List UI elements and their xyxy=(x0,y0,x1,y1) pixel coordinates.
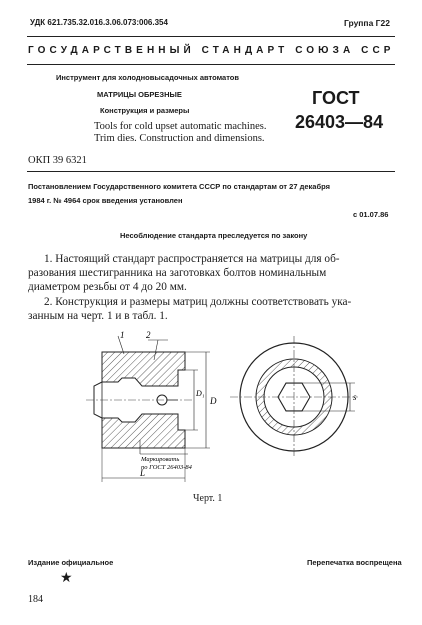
end-view xyxy=(230,336,358,458)
group-code: Группа Г22 xyxy=(344,18,390,28)
drawing-label-2: 2 xyxy=(146,330,151,340)
title-english-1: Tools for cold upset automatic machines. xyxy=(94,121,267,132)
paragraph-2-line-1: 2. Конструкция и размеры матриц должны соответствовать ука- xyxy=(44,296,352,308)
state-standard-banner: ГОСУДАРСТВЕННЫЙ СТАНДАРТ СОЮЗА ССР xyxy=(28,45,395,56)
dim-d1: D₁ xyxy=(196,389,205,398)
paragraph-2-line-2: занным на черт. 1 и в табл. 1. xyxy=(28,310,168,322)
gost-number: 26403—84 xyxy=(295,112,384,132)
dim-l: L xyxy=(140,468,146,478)
okp-code: ОКП 39 6321 xyxy=(28,155,87,166)
title-line-2: МАТРИЦЫ ОБРЕЗНЫЕ xyxy=(97,90,182,99)
dim-d: D xyxy=(210,396,217,406)
gost-label: ГОСТ xyxy=(312,88,360,108)
effective-date: с 01.07.86 xyxy=(353,210,389,219)
udk-code: УДК 621.735.32.016.3.06.073:006.354 xyxy=(30,18,168,27)
law-notice: Несоблюдение стандарта преследуется по закону xyxy=(120,231,308,240)
paragraph-1-line-1: 1. Настоящий стандарт распространяется на матрицы для об- xyxy=(44,253,340,265)
marking-note-2: по ГОСТ 26403-84 xyxy=(141,464,192,471)
technical-drawing xyxy=(80,330,400,490)
title-english-2: Trim dies. Construction and dimensions. xyxy=(94,133,265,144)
paragraph-1-line-3: диаметром резьбы от 4 до 20 мм. xyxy=(28,281,187,293)
title-line-1: Инструмент для холодновысадочных автоматов xyxy=(56,73,239,82)
figure-caption: Черт. 1 xyxy=(193,493,223,504)
okp-rule xyxy=(27,171,395,172)
paragraph-1-line-2: разования шестигранника на заготовках болтов номинальным xyxy=(28,267,327,279)
top-rule xyxy=(27,36,395,37)
decree-line-2: 1984 г. № 4964 срок введения установлен xyxy=(28,196,183,205)
star-icon: ★ xyxy=(60,571,73,586)
dim-s: s xyxy=(353,392,357,402)
edition-notice: Издание официальное xyxy=(28,558,114,567)
title-line-3: Конструкция и размеры xyxy=(100,106,190,115)
banner-rule xyxy=(27,64,395,65)
reprint-notice: Перепечатка воспрещена xyxy=(307,558,402,567)
marking-note-1: Маркировать xyxy=(141,456,180,463)
decree-line-1: Постановлением Государственного комитета СССР по стандартам от 27 декабря xyxy=(28,182,330,191)
page-number: 184 xyxy=(28,594,43,605)
drawing-label-1: 1 xyxy=(120,330,125,340)
